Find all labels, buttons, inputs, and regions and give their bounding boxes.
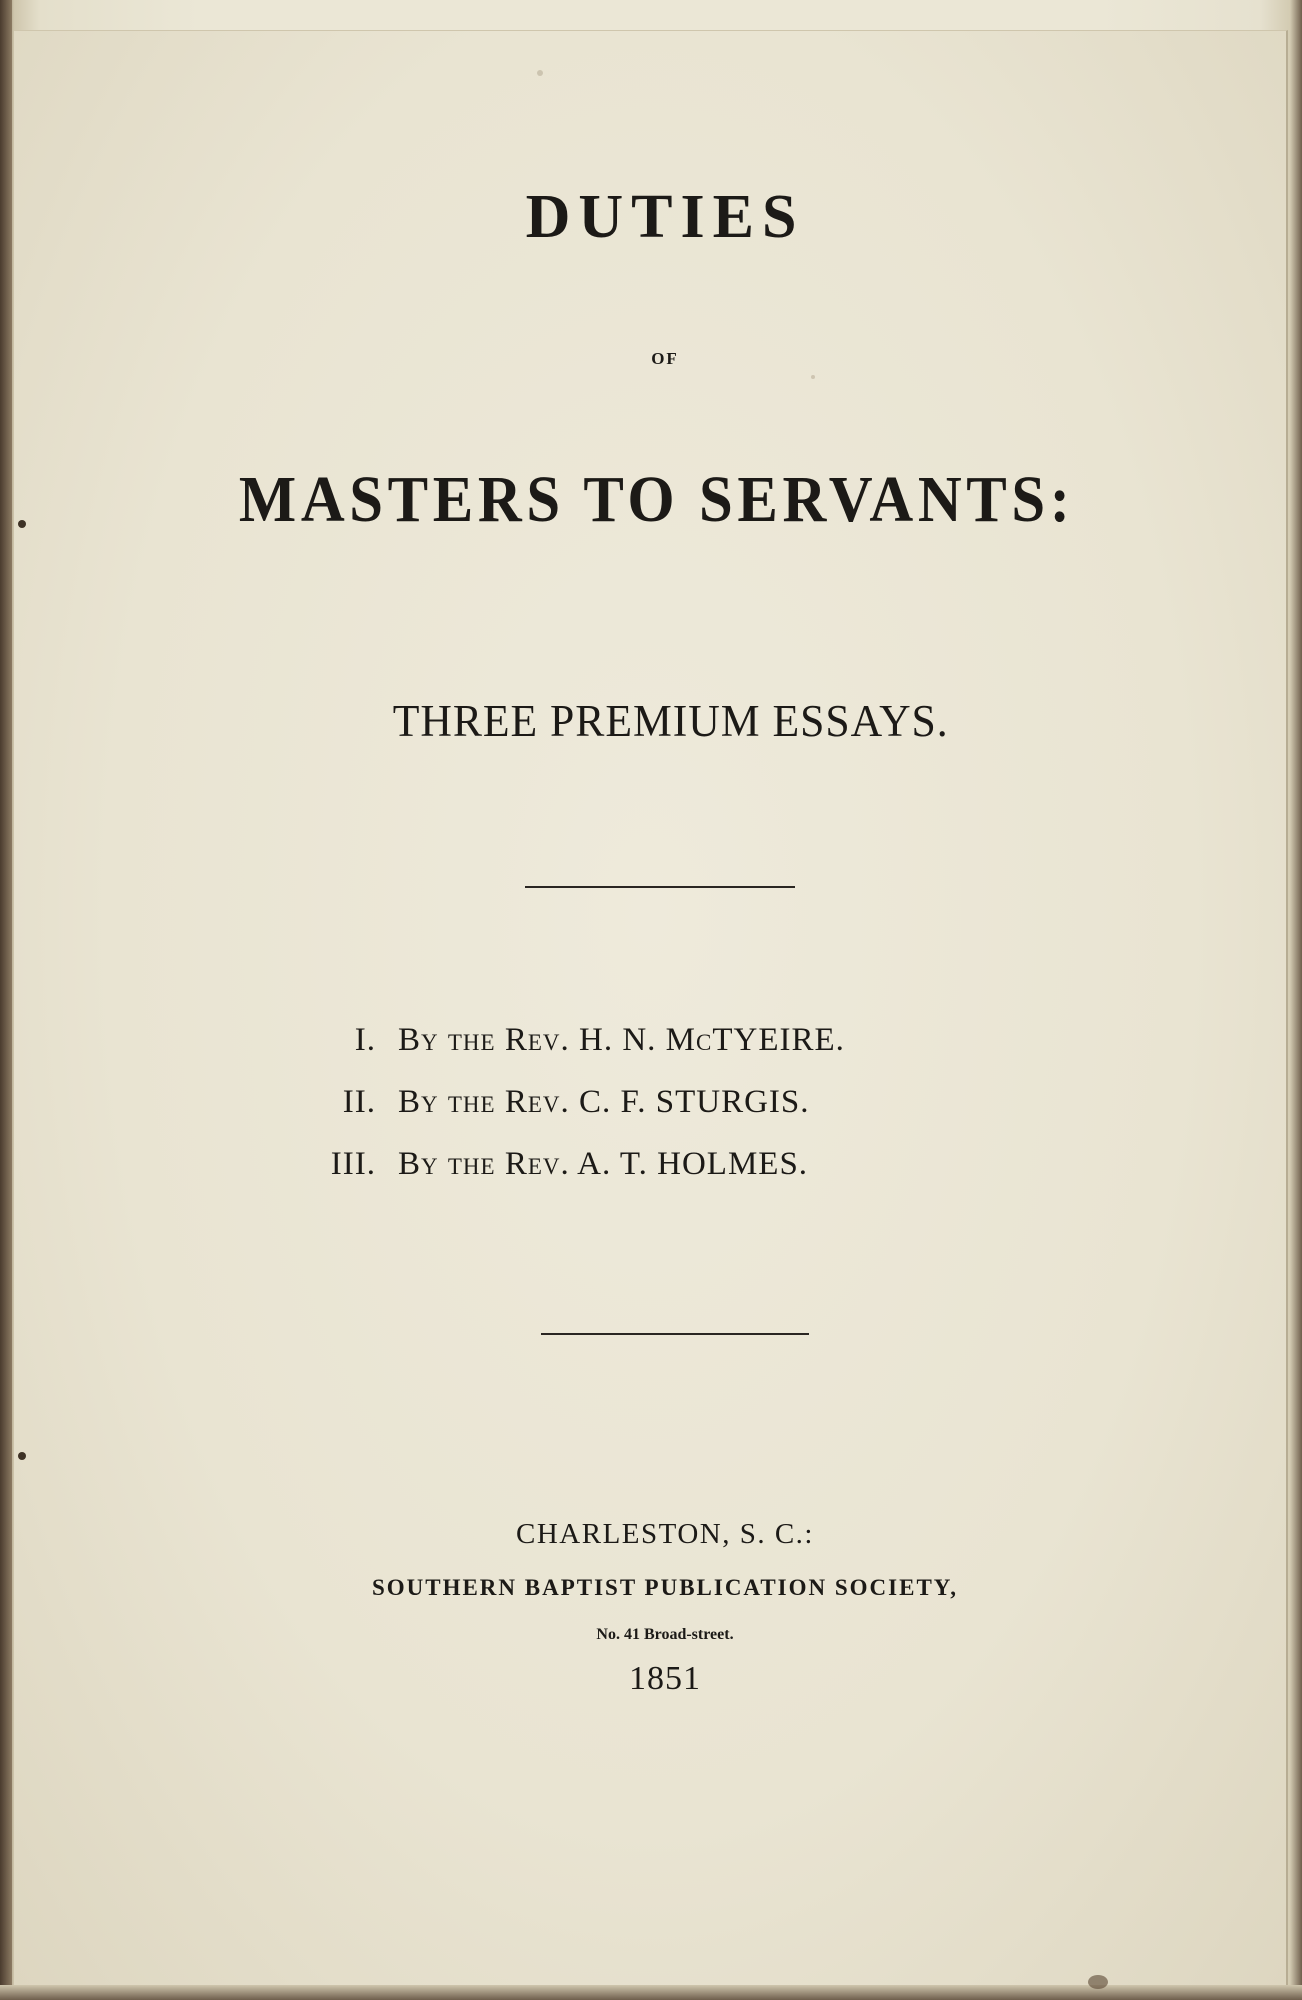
divider-rule	[525, 886, 795, 888]
foxing-spot	[1088, 1975, 1108, 1989]
author-entry	[320, 1146, 1020, 1208]
title-line-duties: DUTIES	[525, 183, 805, 251]
author-entry	[320, 1084, 1020, 1146]
author-entry	[320, 1022, 1020, 1084]
author-numeral: III.	[330, 1146, 376, 1182]
author-name: By the Rev. C. F. STURGIS.	[398, 1084, 810, 1120]
page-bottom-edge	[0, 1985, 1302, 2000]
binding-thread-mark	[18, 520, 26, 528]
subtitle: THREE PREMIUM ESSAYS.	[392, 696, 949, 746]
title-line-of: OF	[651, 349, 679, 368]
author-numeral: I.	[354, 1022, 376, 1058]
binding-thread-mark	[18, 1452, 26, 1460]
imprint-city: CHARLESTON, S. C.:	[516, 1518, 814, 1550]
book-spine-edge	[0, 0, 12, 2000]
divider-rule	[541, 1333, 809, 1335]
title-line-masters: MASTERS TO SERVANTS:	[238, 463, 1075, 536]
foxing-spot	[537, 70, 543, 76]
imprint-publisher: SOUTHERN BAPTIST PUBLICATION SOCIETY,	[371, 1575, 959, 1600]
imprint-year: 1851	[629, 1660, 701, 1697]
author-numeral: II.	[342, 1084, 376, 1120]
imprint-address: No. 41 Broad-street.	[596, 1626, 734, 1643]
author-list	[320, 1022, 1020, 1208]
author-name: By the Rev. A. T. HOLMES.	[398, 1146, 809, 1182]
foxing-spot	[811, 375, 815, 379]
author-name: By the Rev. H. N. McTYEIRE.	[398, 1022, 845, 1058]
